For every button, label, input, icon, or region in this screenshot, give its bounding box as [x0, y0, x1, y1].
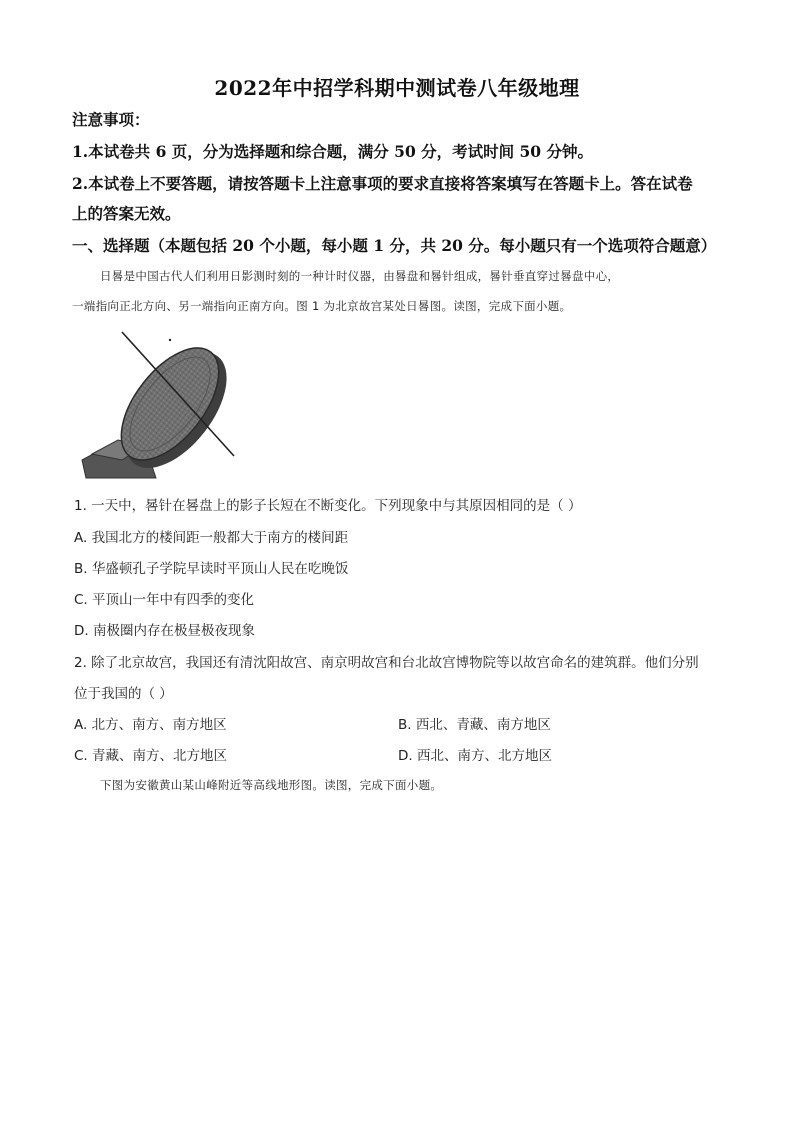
question-1-option-c: C. 平顶山一年中有四季的变化 — [74, 592, 255, 608]
notice-item-2-line-2: 上的答案无效。 — [72, 204, 181, 223]
sundial-figure — [78, 328, 248, 480]
question-2-option-c: C. 青藏、南方、北方地区 — [74, 748, 228, 764]
question-1-option-b: B. 华盛顿孔子学院早读时平顶山人民在吃晚饭 — [74, 561, 349, 577]
notice-item-2-line-1: 2.本试卷上不要答题，请按答题卡上注意事项的要求直接将答案填写在答题卡上。答在试卷 — [72, 174, 693, 193]
intro-line-1: 日晷是中国古代人们利用日影测时刻的一种计时仪器，由晷盘和晷针组成，晷针垂直穿过晷盘中心， — [100, 269, 620, 283]
page-title: 2022年中招学科期中测试卷八年级地理 — [214, 76, 580, 100]
question-2-stem-line-1: 2. 除了北京故宫，我国还有清沈阳故宫、南京明故宫和台北故宫博物院等以故宫命名的建筑群。他们分别 — [74, 655, 699, 671]
intro-line-2: 一端指向正北方向、另一端指向正南方向。图 1 为北京故宫某处日晷图。读图，完成下面小题。 — [72, 299, 572, 313]
notice-item-1: 1.本试卷共 6 页，分为选择题和综合题，满分 50 分，考试时间 50 分钟。 — [72, 142, 593, 161]
question-1-option-d: D. 南极圈内存在极昼极夜现象 — [74, 623, 255, 639]
question-1-option-a: A. 我国北方的楼间距一般都大于南方的楼间距 — [74, 530, 349, 546]
next-figure-intro: 下图为安徽黄山某山峰附近等高线地形图。读图，完成下面小题。 — [100, 778, 443, 792]
question-1-stem: 1. 一天中，晷针在晷盘上的影子长短在不断变化。下列现象中与其原因相同的是（ ） — [74, 498, 582, 514]
notice-heading: 注意事项： — [72, 110, 150, 129]
question-2-option-d: D. 西北、南方、北方地区 — [398, 748, 552, 764]
question-2-option-a: A. 北方、南方、南方地区 — [74, 717, 227, 733]
question-2-option-b: B. 西北、青藏、南方地区 — [398, 717, 551, 733]
section-heading: 一、选择题（本题包括 20 个小题，每小题 1 分，共 20 分。每小题只有一个选项符合题意） — [72, 236, 717, 255]
question-2-stem-line-2: 位于我国的（ ） — [74, 686, 173, 702]
